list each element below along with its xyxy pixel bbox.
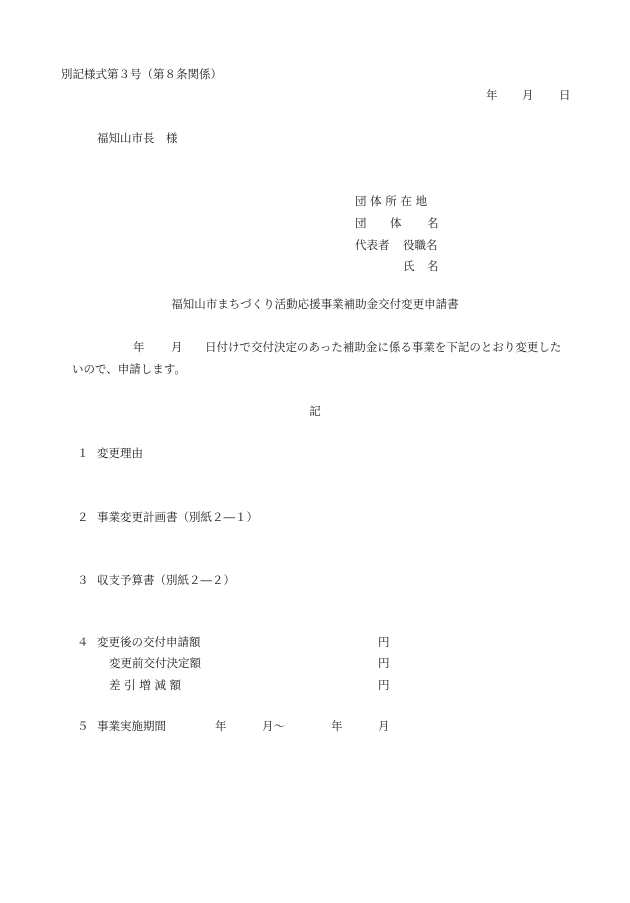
person-name-label-2: 名 xyxy=(427,259,439,273)
item-3-label: 収支予算書（別紙２―２） xyxy=(97,573,235,587)
item-5-label: 事業実施期間 xyxy=(97,719,166,733)
date-year: 年 xyxy=(486,88,498,102)
item-1-label: 変更理由 xyxy=(97,446,143,460)
position-label: 役職名 xyxy=(403,238,438,252)
item-4-row-2-unit: 円 xyxy=(378,656,390,670)
item-5 xyxy=(0,721,630,735)
item-1-number: １ xyxy=(77,446,89,460)
date-day: 日 xyxy=(559,88,571,102)
body-year: 年 xyxy=(133,340,145,354)
body-line-2: いので、申請します。 xyxy=(72,362,186,376)
representative-label: 代表者 xyxy=(355,238,390,252)
item-5-end-month: 月 xyxy=(378,719,390,733)
group-name-label-1: 団 xyxy=(355,216,367,230)
item-4-row-1-label: 変更後の交付申請額 xyxy=(97,635,201,649)
ki-heading: 記 xyxy=(309,404,321,418)
item-5-start-month: 月～ xyxy=(262,719,285,733)
item-5-end-year: 年 xyxy=(331,719,343,733)
body-line-1 xyxy=(133,342,573,356)
item-2-number: ２ xyxy=(77,510,89,524)
body-line-1-text: 日付けで交付決定のあった補助金に係る事業を下記のとおり変更した xyxy=(205,340,562,354)
item-4-row-2-label: 変更前交付決定額 xyxy=(109,656,201,670)
document-title: 福知山市まちづくり活動応援事業補助金交付変更申請書 xyxy=(171,297,459,311)
item-1 xyxy=(0,448,630,462)
person-name-label-1: 氏 xyxy=(403,259,415,273)
item-4-row-3-unit: 円 xyxy=(378,678,390,692)
item-5-start-year: 年 xyxy=(215,719,227,733)
item-3 xyxy=(0,575,630,589)
item-2 xyxy=(0,512,630,526)
item-4-number: ４ xyxy=(77,635,89,649)
form-number: 別記様式第３号（第８条関係） xyxy=(61,67,222,81)
date-month: 月 xyxy=(522,88,534,102)
item-4-row-1-unit: 円 xyxy=(378,635,390,649)
item-2-label: 事業変更計画書（別紙２―１） xyxy=(97,510,258,524)
item-4 xyxy=(0,637,630,697)
address-label: 団 体 所 在 地 xyxy=(355,194,428,208)
item-5-number: ５ xyxy=(77,719,89,733)
applicant-block xyxy=(0,0,630,300)
group-name-label-3: 名 xyxy=(427,216,439,230)
item-3-number: ３ xyxy=(77,573,89,587)
group-name-label-2: 体 xyxy=(390,216,402,230)
addressee: 福知山市長 様 xyxy=(97,131,178,145)
body-month: 月 xyxy=(171,340,183,354)
item-4-row-3-label: 差 引 増 減 額 xyxy=(109,678,182,692)
